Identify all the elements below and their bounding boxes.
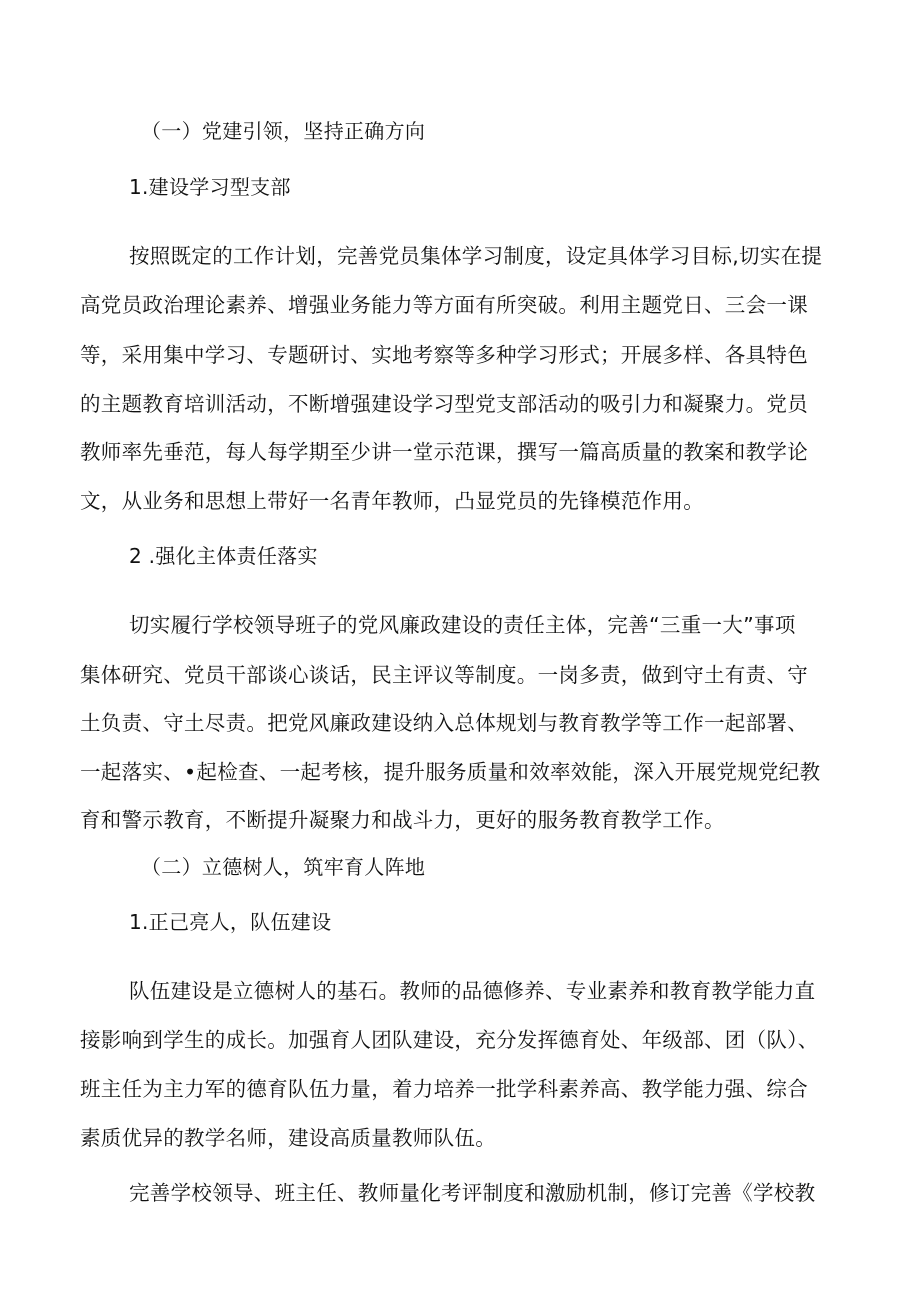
- paragraph-line: 班主任为主力军的德育队伍力量，着力培养一批学科素养高、教学能力强、综合: [80, 1077, 808, 1101]
- paragraph-line: 教师率先垂范，每人每学期至少讲一堂示范课，撰写一篇高质量的教案和教学论: [80, 440, 808, 464]
- paragraph-line: 的主题教育培训活动，不断增强建设学习型党支部活动的吸引力和凝聚力。党员: [80, 392, 808, 416]
- paragraph-line: 一起落实、•起检查、一起考核，提升服务质量和效率效能，深入开展党规党纪教: [80, 760, 821, 784]
- paragraph-line: 育和警示教育，不断提升凝聚力和战斗力，更好的服务教育教学工作。: [80, 808, 725, 832]
- paragraph-line: 接影响到学生的成长。加强育人团队建设，充分发挥德育处、年级部、团（队）、: [80, 1028, 819, 1052]
- paragraph-line: 队伍建设是立德树人的基石。教师的品德修养、专业素养和教育教学能力直: [129, 979, 816, 1003]
- item-1-2-title: 2 .强化主体责任落实: [129, 544, 318, 568]
- section-one-title: （一）党建引领，坚持正确方向: [141, 119, 426, 143]
- paragraph-line: 土负责、守土尽责。把党风廉政建设纳入总体规划与教育教学等工作一起部署、: [80, 711, 808, 735]
- paragraph-line: 高党员政治理论素养、增强业务能力等方面有所突破。利用主题党日、三会一课: [80, 293, 808, 317]
- paragraph-line: 集体研究、党员干部谈心谈话，民主评议等制度。一岗多责，做到守土有责、守: [80, 663, 808, 687]
- paragraph-line: 完善学校领导、班主任、教师量化考评制度和激励机制，修订完善《学校教: [129, 1181, 816, 1205]
- paragraph-line: 按照既定的工作计划，完善党员集体学习制度，设定具体学习目标,切实在提: [129, 244, 823, 268]
- paragraph-line: 文，从业务和思想上带好一名青年教师，凸显党员的先锋模范作用。: [80, 489, 704, 513]
- item-2-1-title: 1.正己亮人，队伍建设: [129, 910, 332, 934]
- section-two-title: （二）立德树人，筑牢育人阵地: [141, 855, 426, 879]
- paragraph-line: 等，采用集中学习、专题研讨、实地考察等多种学习形式；开展多样、各具特色: [80, 343, 808, 367]
- item-1-1-title: 1.建设学习型支部: [129, 175, 291, 199]
- paragraph-line: 素质优异的教学名师，建设高质量教师队伍。: [80, 1126, 496, 1150]
- paragraph-line: 切实履行学校领导班子的党风廉政建设的责任主体，完善“三重一大”事项: [129, 613, 796, 637]
